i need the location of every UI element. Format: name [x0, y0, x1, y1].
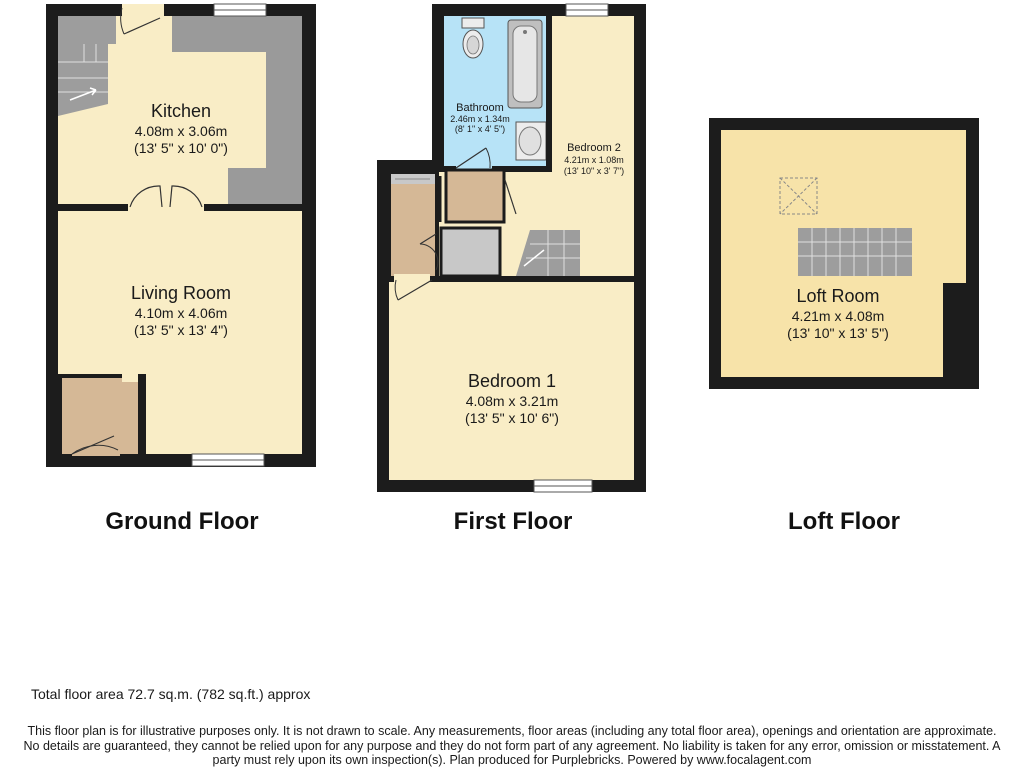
first-window-bottom [534, 480, 592, 492]
loft-floor-label: Loft Floor [788, 508, 900, 535]
bedroom2-name: Bedroom 2 [567, 142, 621, 154]
first-window-top [566, 4, 608, 16]
loft-room-imperial: (13' 10" x 13' 5") [787, 325, 889, 341]
bathroom-name: Bathroom [456, 102, 504, 114]
loft-room-name: Loft Room [796, 286, 880, 306]
bathroom-metric: 2.46m x 1.34m [450, 114, 510, 124]
bedroom2-imperial: (13' 10" x 3' 7") [563, 166, 625, 176]
kitchen-name: Kitchen [150, 101, 212, 121]
ground-floor-label: Ground Floor [105, 508, 259, 535]
kitchen-metric: 4.08m x 3.06m [134, 123, 228, 139]
bathroom-sink [516, 122, 546, 160]
loft-floor-plan [709, 118, 979, 389]
bath-tub [508, 20, 542, 108]
bedroom1-name: Bedroom 1 [467, 371, 557, 391]
ground-understairs-cupboard [58, 374, 146, 456]
ground-floor-plan [46, 4, 316, 467]
disclaimer-text: This floor plan is for illustrative purposes only. It is not drawn to scale. Any measurements, floor areas (including any total floor area), openings and orientation are approximate. No details are guaranteed, they cannot be relied upon for any purpose and they do not form part of any agreement. No liability is taken for any error, omission or misstatement. A party must rely upon its own inspection(s). Plan produced for Purplebricks. Powered by www.focalagent.com [23, 724, 1001, 767]
bedroom1-imperial: (13' 5" x 10' 6") [465, 410, 559, 426]
first-floor-plan [377, 4, 646, 492]
living-room-imperial: (13' 5" x 13' 4") [134, 322, 228, 338]
toilet [462, 18, 484, 58]
first-floor-label: First Floor [453, 508, 573, 535]
living-room-name: Living Room [130, 283, 232, 303]
loft-room-metric: 4.21m x 4.08m [791, 308, 885, 324]
ground-window-bottom [192, 454, 264, 466]
bathroom-bedroom2-wall [546, 16, 552, 172]
bathroom-imperial: (8' 1" x 4' 5") [454, 124, 506, 134]
living-room-metric: 4.10m x 4.06m [134, 305, 228, 321]
total-floor-area: Total floor area 72.7 sq.m. (782 sq.ft.) approx [31, 686, 311, 702]
loft-staircase [798, 228, 912, 276]
kitchen-imperial: (13' 5" x 10' 0") [134, 140, 228, 156]
bedroom1-metric: 4.08m x 3.21m [465, 393, 559, 409]
ground-staircase [58, 16, 116, 116]
ground-window-top [214, 4, 266, 16]
bedroom2-metric: 4.21m x 1.08m [564, 155, 624, 165]
